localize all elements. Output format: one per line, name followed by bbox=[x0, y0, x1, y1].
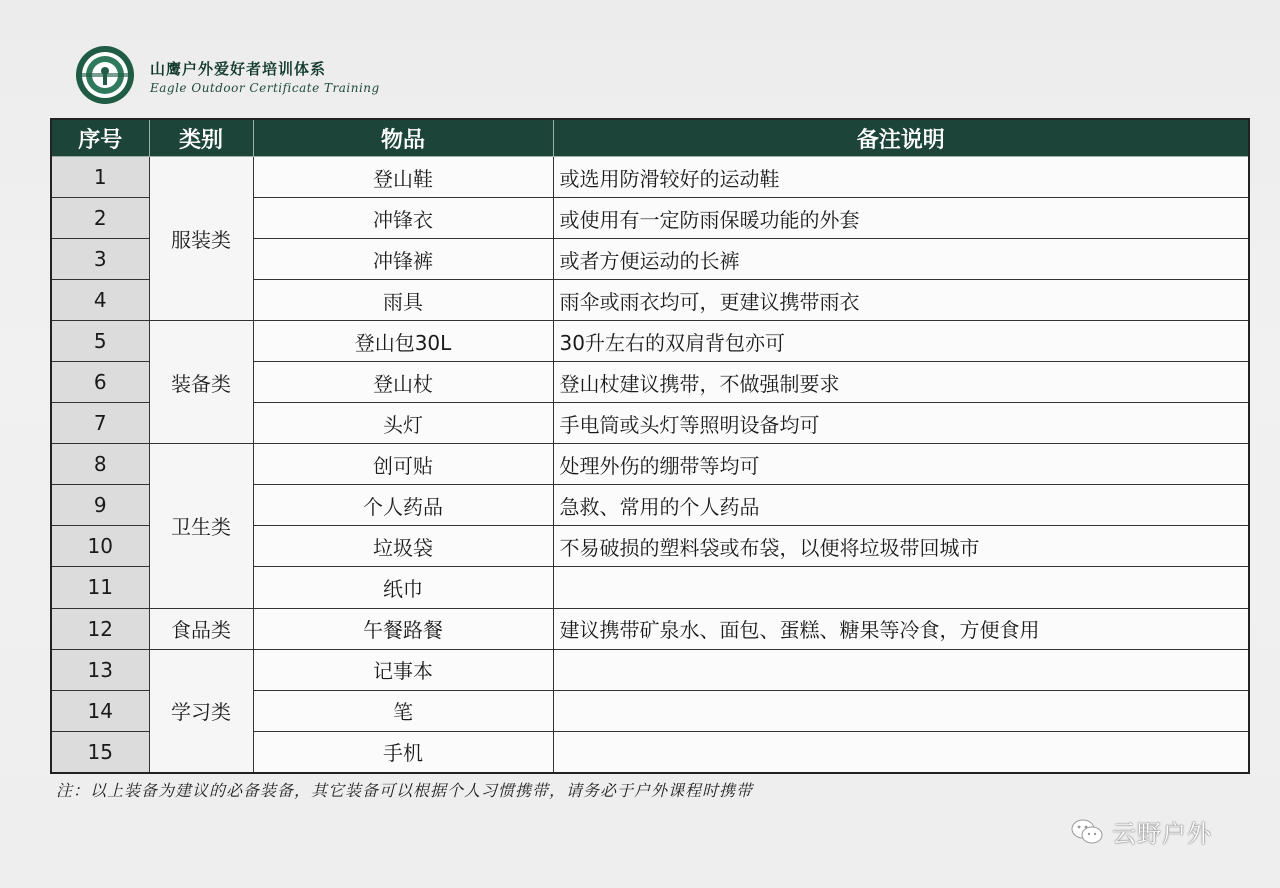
row-note bbox=[553, 690, 1249, 731]
wechat-icon bbox=[1070, 817, 1104, 847]
org-logo bbox=[74, 44, 136, 106]
footnote: 注：以上装备为建议的必备装备，其它装备可以根据个人习惯携带，请务必于户外课程时携带 bbox=[56, 781, 754, 800]
row-note bbox=[553, 731, 1249, 773]
row-seq: 4 bbox=[51, 280, 149, 321]
row-seq: 8 bbox=[51, 444, 149, 485]
row-seq: 14 bbox=[51, 690, 149, 731]
row-seq: 6 bbox=[51, 362, 149, 403]
row-seq: 7 bbox=[51, 403, 149, 444]
row-note: 或者方便运动的长裤 bbox=[553, 239, 1249, 280]
row-item: 笔 bbox=[253, 690, 553, 731]
category-cell: 卫生类 bbox=[149, 444, 253, 608]
col-header-note: 备注说明 bbox=[553, 119, 1249, 157]
category-cell: 装备类 bbox=[149, 321, 253, 444]
watermark-text: 云野户外 bbox=[1112, 820, 1212, 848]
table-header-row bbox=[51, 119, 1249, 157]
row-note: 手电筒或头灯等照明设备均可 bbox=[553, 403, 1249, 444]
row-item: 纸巾 bbox=[253, 567, 553, 608]
row-note: 30升左右的双肩背包亦可 bbox=[553, 321, 1249, 362]
row-seq: 9 bbox=[51, 485, 149, 526]
row-seq: 2 bbox=[51, 198, 149, 239]
col-header-item: 物品 bbox=[253, 119, 553, 157]
row-item: 垃圾袋 bbox=[253, 526, 553, 567]
row-item: 登山包30L bbox=[253, 321, 553, 362]
watermark bbox=[1070, 814, 1212, 849]
row-note: 雨伞或雨衣均可，更建议携带雨衣 bbox=[553, 280, 1249, 321]
org-name-cn: 山鹰户外爱好者培训体系 bbox=[150, 60, 327, 78]
row-seq: 10 bbox=[51, 526, 149, 567]
row-note bbox=[553, 567, 1249, 608]
col-header-seq: 序号 bbox=[51, 119, 149, 157]
row-note: 登山杖建议携带，不做强制要求 bbox=[553, 362, 1249, 403]
table-row bbox=[51, 157, 1249, 198]
row-note: 或使用有一定防雨保暖功能的外套 bbox=[553, 198, 1249, 239]
row-note: 不易破损的塑料袋或布袋，以便将垃圾带回城市 bbox=[553, 526, 1249, 567]
category-cell: 食品类 bbox=[149, 608, 253, 649]
row-item: 午餐路餐 bbox=[253, 608, 553, 649]
table-row bbox=[51, 608, 1249, 649]
row-seq: 12 bbox=[51, 608, 149, 649]
eagle-logo-icon bbox=[74, 44, 136, 106]
gear-checklist-table bbox=[50, 118, 1250, 774]
table-row bbox=[51, 649, 1249, 690]
row-item: 登山杖 bbox=[253, 362, 553, 403]
row-item: 创可贴 bbox=[253, 444, 553, 485]
row-seq: 3 bbox=[51, 239, 149, 280]
row-item: 个人药品 bbox=[253, 485, 553, 526]
col-header-category: 类别 bbox=[149, 119, 253, 157]
row-seq: 11 bbox=[51, 567, 149, 608]
row-note: 或选用防滑较好的运动鞋 bbox=[553, 157, 1249, 198]
row-item: 登山鞋 bbox=[253, 157, 553, 198]
category-cell: 服装类 bbox=[149, 157, 253, 321]
row-note bbox=[553, 649, 1249, 690]
row-note: 建议携带矿泉水、面包、蛋糕、糖果等冷食，方便食用 bbox=[553, 608, 1249, 649]
row-item: 手机 bbox=[253, 731, 553, 773]
org-title bbox=[150, 58, 380, 95]
org-name-en: Eagle Outdoor Certificate Training bbox=[150, 81, 380, 95]
row-item: 记事本 bbox=[253, 649, 553, 690]
row-item: 冲锋衣 bbox=[253, 198, 553, 239]
row-seq: 13 bbox=[51, 649, 149, 690]
table-row bbox=[51, 321, 1249, 362]
row-item: 冲锋裤 bbox=[253, 239, 553, 280]
row-note: 急救、常用的个人药品 bbox=[553, 485, 1249, 526]
row-seq: 5 bbox=[51, 321, 149, 362]
row-note: 处理外伤的绷带等均可 bbox=[553, 444, 1249, 485]
category-cell: 学习类 bbox=[149, 649, 253, 773]
row-seq: 1 bbox=[51, 157, 149, 198]
row-seq: 15 bbox=[51, 731, 149, 773]
row-item: 头灯 bbox=[253, 403, 553, 444]
row-item: 雨具 bbox=[253, 280, 553, 321]
table-row bbox=[51, 444, 1249, 485]
